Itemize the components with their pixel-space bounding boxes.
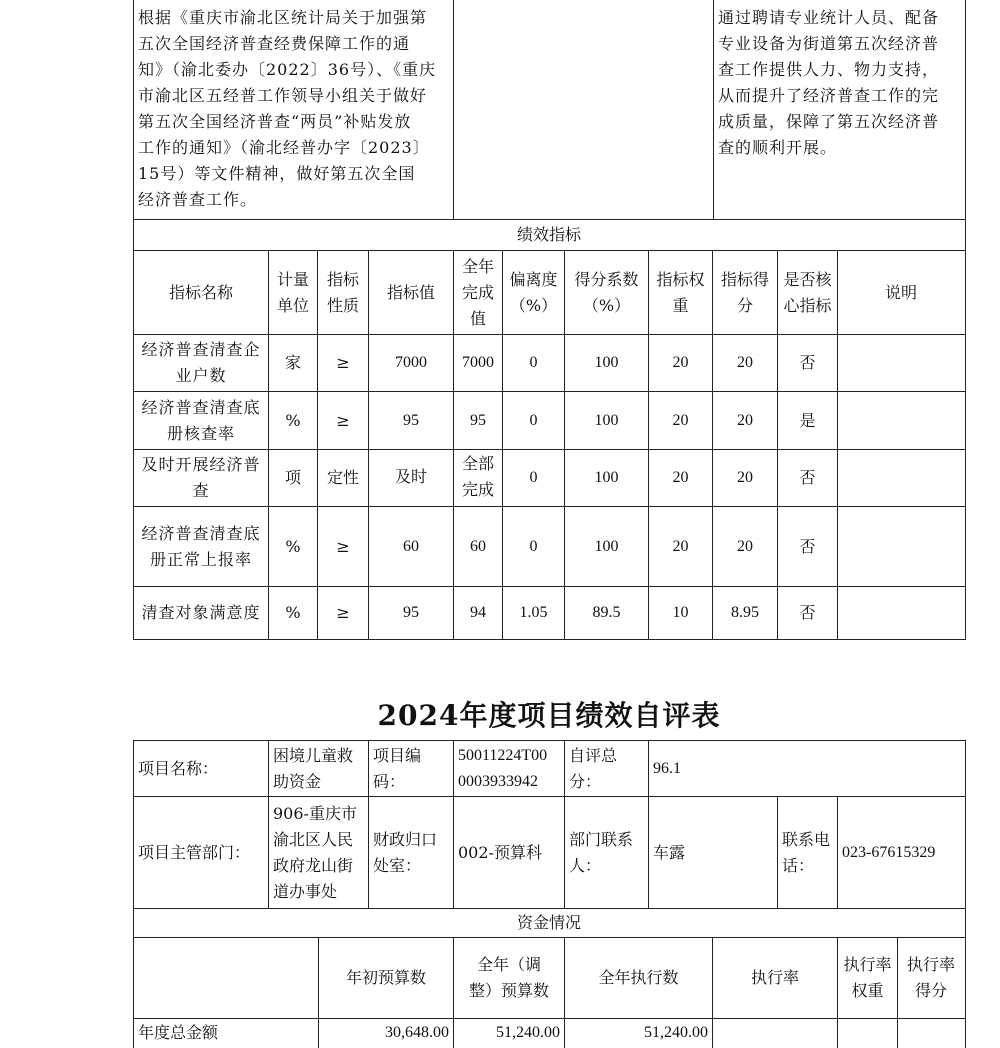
indicator-deviation-cell: 0: [529, 354, 538, 371]
indicator-note-cell: [838, 335, 964, 391]
grid-line: [368, 740, 369, 797]
grid-line: [453, 0, 454, 220]
indicator-actual-cell: 95: [470, 411, 486, 429]
indicator-score-cell: 8.95: [731, 604, 759, 621]
funds-header-blank: [134, 938, 318, 1018]
funds-header-rate: 执行率: [750, 968, 799, 987]
dept-label: 项目主管部门：: [138, 842, 251, 862]
grid-line: [837, 250, 838, 640]
phone-value: 023-67615329: [842, 843, 936, 861]
indicator-core-cell: 否: [799, 603, 816, 622]
indicator-note-cell: [838, 587, 964, 639]
basis-empty-cell: [454, 3, 712, 219]
finance-value: 002-预算科: [458, 842, 542, 862]
indicator-weight-cell: 20: [672, 537, 689, 555]
dept-value: 906-重庆市 渝北区人民 政府龙山街 道办事处: [273, 803, 357, 901]
indicator-nature-cell: 定性: [326, 468, 359, 487]
indicator-actual-cell: 全部 完成: [461, 456, 494, 499]
funds-row-label: 年度总金额: [138, 1023, 219, 1042]
indicator-core-cell: 否: [799, 468, 816, 487]
indicator-name-cell: 经济普查清查底 册核查率: [141, 397, 261, 443]
indicator-core-cell: 否: [799, 536, 816, 556]
form-title: 2024年度项目绩效自评表: [377, 699, 721, 732]
project-name-label: 项目名称：: [138, 758, 219, 778]
indicator-unit-cell: %: [285, 603, 301, 622]
grid-line: [502, 250, 503, 640]
header-indicator-name: 指标名称: [168, 282, 233, 302]
grid-line: [713, 0, 714, 220]
grid-line: [837, 937, 838, 1048]
indicator-score-cell: 20: [737, 411, 753, 429]
grid-line: [648, 250, 649, 640]
grid-line: [564, 740, 565, 797]
grid-line: [133, 334, 966, 335]
indicator-unit-cell: %: [285, 410, 301, 430]
grid-line: [133, 908, 966, 909]
finance-label: 财政归口 处室：: [373, 829, 438, 875]
indicator-weight-cell: 20: [672, 354, 689, 371]
grid-line: [133, 391, 966, 392]
contact-label: 部门联系 人：: [569, 829, 634, 875]
grid-line: [268, 796, 269, 909]
grid-line: [453, 250, 454, 640]
indicator-name-cell: 经济普查清查企 业户数: [141, 340, 261, 385]
header-unit: 计量 单位: [276, 269, 309, 315]
grid-line: [368, 796, 369, 909]
self-score-value: 96.1: [653, 759, 681, 777]
indicator-target-cell: 95: [403, 604, 419, 621]
header-score: 指标得 分: [720, 269, 769, 315]
indicator-core-cell: 否: [799, 353, 816, 372]
indicator-name-cell: 清查对象满意度: [141, 603, 261, 622]
indicator-target-cell: 60: [403, 537, 419, 555]
indicator-actual-cell: 60: [470, 537, 486, 555]
funds-header-executed: 全年执行数: [598, 968, 679, 987]
self-score-label: 自评总 分：: [569, 745, 618, 791]
project-code-value: 50011224T00 0003933942: [458, 746, 548, 790]
indicator-note-cell: [838, 507, 964, 586]
project-name-value: 困境儿童救 助资金: [273, 745, 354, 791]
indicator-unit-cell: %: [285, 536, 301, 556]
grid-line: [133, 796, 966, 797]
grid-line: [648, 740, 649, 797]
indicator-deviation-cell: 0: [529, 537, 538, 555]
indicator-actual-cell: 94: [470, 604, 486, 621]
indicator-name-cell: 经济普查清查底 册正常上报率: [141, 523, 261, 569]
grid-line: [965, 0, 966, 640]
grid-line: [837, 796, 838, 909]
grid-line: [133, 937, 966, 938]
header-nature: 指标 性质: [326, 269, 359, 315]
grid-line: [368, 250, 369, 640]
indicator-coef-cell: 100: [594, 537, 619, 555]
grid-line: [133, 219, 966, 220]
grid-line: [564, 937, 565, 1048]
grid-line: [268, 250, 269, 640]
indicator-target-cell: 95: [403, 411, 419, 429]
grid-line: [133, 740, 134, 1048]
indicator-weight-cell: 20: [672, 469, 689, 486]
indicator-deviation-cell: 1.05: [519, 604, 548, 621]
indicator-deviation-cell: 0: [529, 411, 538, 429]
grid-line: [712, 250, 713, 640]
grid-line: [648, 796, 649, 909]
project-code-label: 项目编 码：: [373, 745, 422, 791]
funds-header-rate-weight: 执行率 权重: [843, 955, 892, 1000]
indicator-deviation-cell: 0: [529, 469, 538, 486]
funds-row-executed: 51,240.00: [644, 1024, 708, 1041]
indicator-nature-cell: ≥: [336, 603, 350, 622]
grid-line: [564, 250, 565, 640]
indicator-note-cell: [838, 392, 964, 449]
indicator-coef-cell: 100: [594, 411, 619, 429]
indicator-target-cell: 及时: [394, 469, 427, 486]
grid-line: [897, 937, 898, 1048]
indicator-unit-cell: 项: [284, 468, 301, 487]
grid-line: [133, 1018, 966, 1019]
grid-line: [133, 506, 966, 507]
basis-result-text: 通过聘请专业统计人员、配备 专业设备为街道第五次经济普 查工作提供人力、物力支持， 从而提升了经济普查工作的完 成质量，保障了第五次经济普 查的顺利开展。: [718, 8, 940, 157]
indicator-coef-cell: 89.5: [592, 604, 621, 621]
grid-line: [712, 937, 713, 1048]
grid-line: [777, 796, 778, 909]
funds-row-adjusted: 51,240.00: [496, 1024, 560, 1041]
contact-value: 车露: [653, 842, 686, 862]
header-weight: 指标权 重: [656, 269, 705, 315]
indicator-coef-cell: 100: [594, 469, 619, 486]
indicator-core-cell: 是: [799, 410, 816, 430]
indicator-score-cell: 20: [737, 537, 753, 555]
indicator-coef-cell: 100: [594, 354, 619, 371]
grid-line: [133, 740, 966, 741]
grid-line: [564, 796, 565, 909]
indicator-actual-cell: 7000: [462, 354, 494, 371]
grid-line: [453, 740, 454, 797]
indicator-nature-cell: ≥: [336, 536, 350, 556]
header-note: 说明: [884, 282, 917, 302]
phone-label: 联系电 话：: [782, 829, 831, 875]
header-actual: 全年 完成 值: [461, 256, 494, 328]
indicator-weight-cell: 20: [672, 411, 689, 429]
funds-header-rate-score: 执行率 得分: [906, 955, 955, 1000]
grid-line: [268, 740, 269, 797]
grid-line: [133, 586, 966, 587]
indicator-score-cell: 20: [737, 354, 753, 371]
grid-line: [317, 250, 318, 640]
grid-line: [453, 937, 454, 1048]
header-core: 是否核 心指标: [783, 269, 832, 315]
indicator-name-cell: 及时开展经济普 查: [141, 455, 261, 500]
grid-line: [777, 250, 778, 640]
performance-section-title: 绩效指标: [516, 225, 581, 244]
funds-row-initial: 30,648.00: [385, 1024, 449, 1041]
indicator-nature-cell: ≥: [336, 410, 350, 430]
header-target: 指标值: [386, 282, 435, 302]
funds-section-title: 资金情况: [516, 913, 581, 932]
grid-line: [133, 0, 134, 640]
grid-line: [133, 250, 966, 251]
funds-header-initial: 年初预算数: [345, 968, 426, 987]
header-deviation: 偏离度 （%）: [509, 269, 558, 315]
grid-line: [453, 796, 454, 909]
indicator-target-cell: 7000: [395, 354, 427, 371]
grid-line: [133, 449, 966, 450]
indicator-score-cell: 20: [737, 469, 753, 486]
grid-line: [965, 740, 966, 1048]
basis-text: 根据《重庆市渝北区统计局关于加强第 五次全国经济普查经费保障工作的通 知》（渝北委办〔2022〕36号）、《重庆 市渝北区五经普工作领导小组关于做好 第五次全国经济普查“两员”补贴发放 工作的通知》（渝北经普办字〔2023〕 15号）等文件精神，做好第五次全国 经济普查工作。: [138, 8, 437, 209]
header-score-coef: 得分系数 （%）: [574, 269, 639, 315]
indicator-nature-cell: ≥: [336, 353, 350, 372]
funds-header-adjusted: 全年（调 整）预算数: [468, 955, 549, 1000]
indicator-note-cell: [838, 450, 964, 506]
indicator-unit-cell: 家: [284, 353, 301, 372]
indicator-weight-cell: 10: [672, 604, 689, 621]
grid-line: [133, 639, 966, 640]
grid-line: [318, 937, 319, 1048]
